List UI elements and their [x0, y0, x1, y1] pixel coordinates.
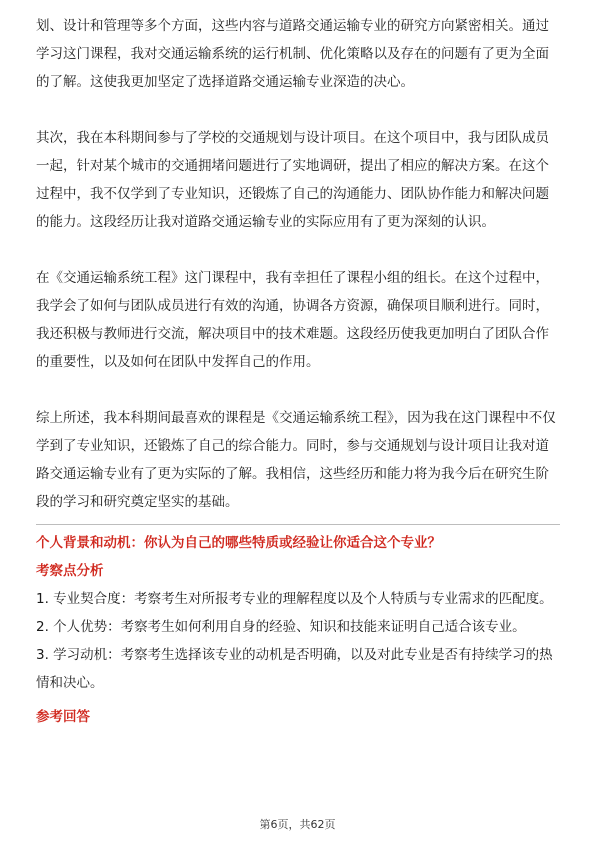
paragraph-gap [36, 376, 560, 404]
section-divider [36, 524, 560, 525]
body-paragraph: 划、设计和管理等多个方面，这些内容与道路交通运输专业的研究方向紧密相关。通过学习这门课程，我对交通运输系统的运行机制、优化策略以及存在的问题有了更为全面的了解。这使我更加坚定了选择道路交通运输专业深造的决心。 [36, 18, 549, 90]
paragraph-gap [36, 236, 560, 264]
answer-heading: 参考回答 [36, 709, 90, 725]
body-paragraph: 综上所述，我本科期间最喜欢的课程是《交通运输系统工程》，因为我在这门课程中不仅学到了专业知识，还锻炼了自己的综合能力。同时，参与交通规划与设计项目让我对道路交通运输专业有了更为实际的了解。我相信，这些经历和能力将为我今后在研究生阶段的学习和研究奠定坚实的基础。 [36, 410, 556, 510]
page-number: 第6页，共62页 [259, 818, 336, 831]
analysis-item: 2. 个人优势：考察考生如何利用自身的经验、知识和技能来证明自己适合该专业。 [36, 619, 526, 635]
document-page [36, 12, 560, 731]
body-paragraph: 其次，我在本科期间参与了学校的交通规划与设计项目。在这个项目中，我与团队成员一起，针对某个城市的交通拥堵问题进行了实地调研，提出了相应的解决方案。在这个过程中，我不仅学到了专业知识，还锻炼了自己的沟通能力、团队协作能力和解决问题的能力。这段经历让我对道路交通运输专业的实际应用有了更为深刻的认识。 [36, 130, 549, 230]
body-paragraph: 在《交通运输系统工程》这门课程中，我有幸担任了课程小组的组长。在这个过程中，我学会了如何与团队成员进行有效的沟通，协调各方资源，确保项目顺利进行。同时，我还积极与教师进行交流，解决项目中的技术难题。这段经历使我更加明白了团队合作的重要性，以及如何在团队中发挥自己的作用。 [36, 270, 549, 370]
paragraph-gap [36, 96, 560, 124]
analysis-item: 3. 学习动机：考察考生选择该专业的动机是否明确，以及对此专业是否有持续学习的热情和决心。 [36, 647, 553, 691]
analysis-heading: 考察点分析 [36, 563, 104, 579]
analysis-item: 1. 专业契合度：考察考生对所报考专业的理解程度以及个人特质与专业需求的匹配度。 [36, 591, 553, 607]
question-heading: 个人背景和动机：你认为自己的哪些特质或经验让你适合这个专业？ [36, 535, 441, 551]
